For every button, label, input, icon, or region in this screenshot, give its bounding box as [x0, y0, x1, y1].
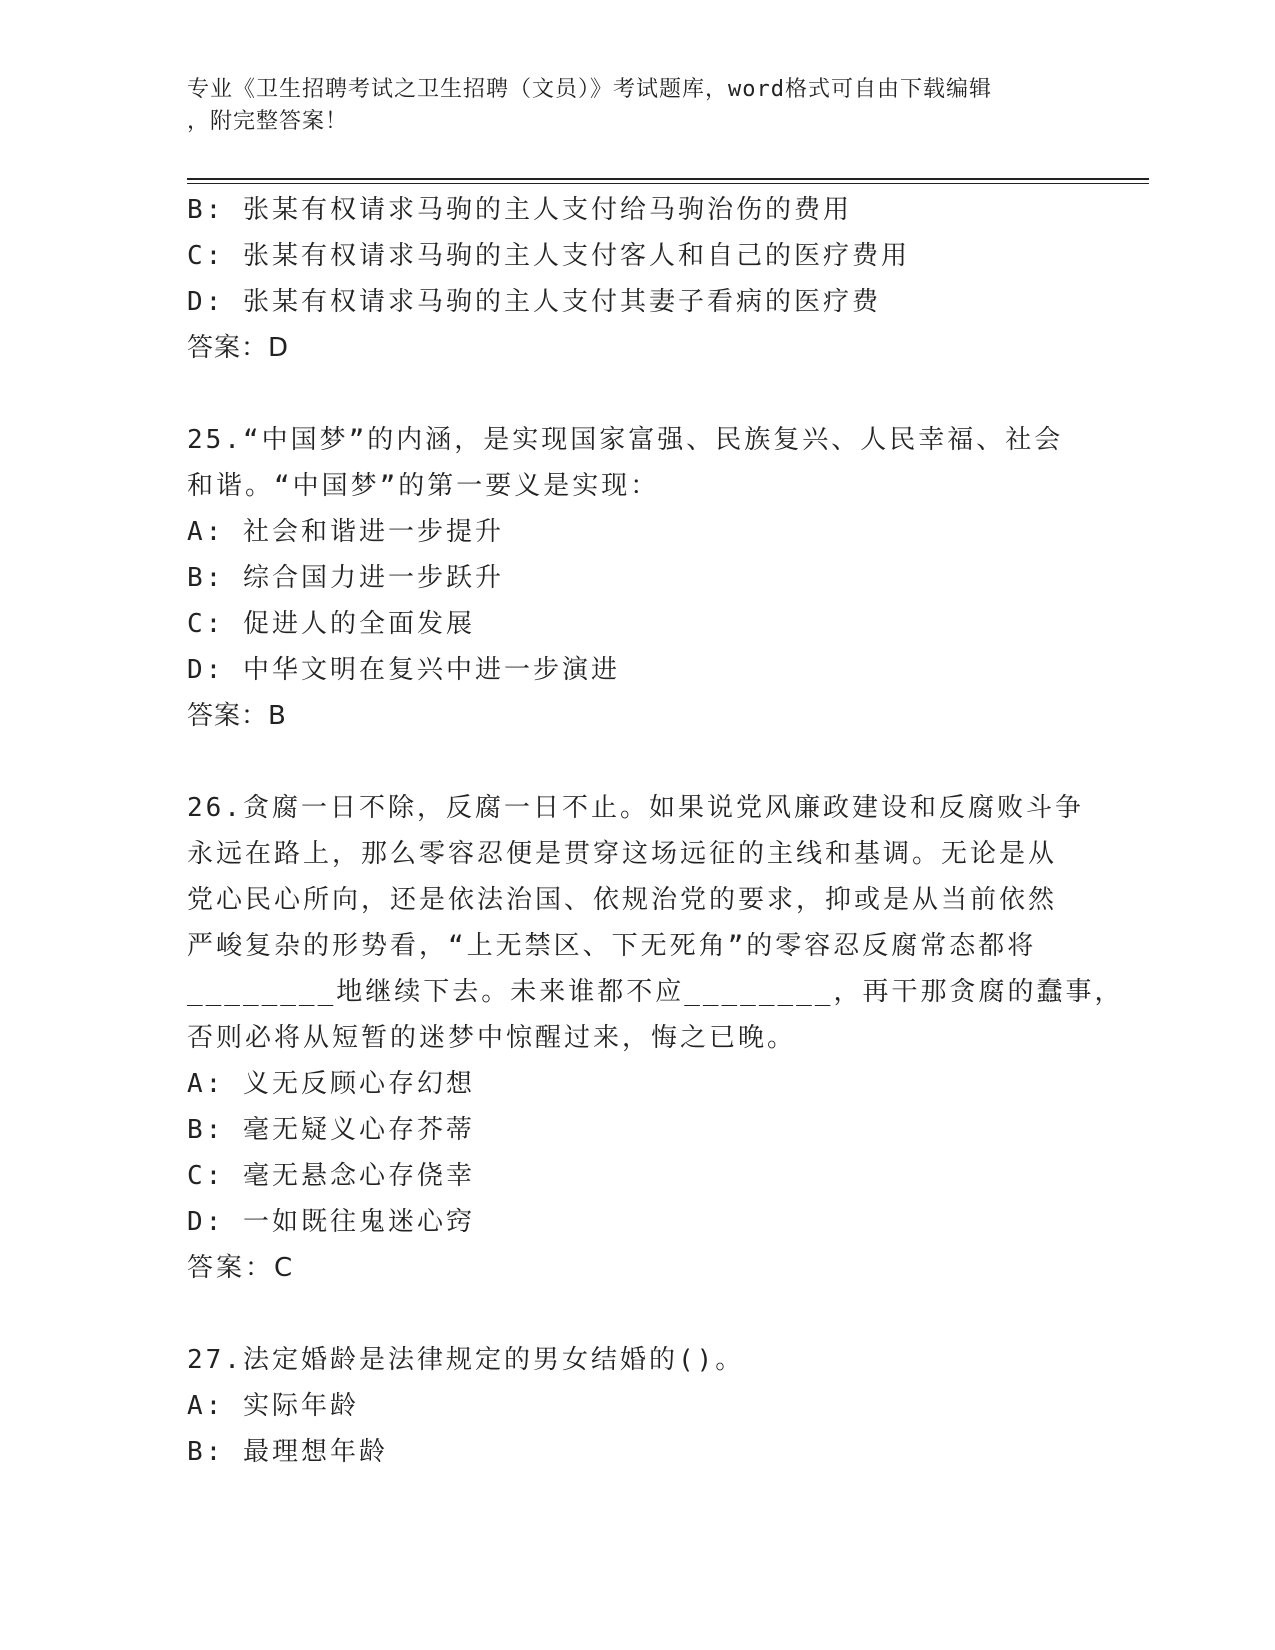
question-stem-line: ________地继续下去。未来谁都不应________，再干那贪腐的蠢事，: [187, 977, 1124, 1007]
header-line-2: ，附完整答案！: [187, 109, 349, 134]
option-d: D: 中华文明在复兴中进一步演进: [187, 655, 620, 685]
answer-line: 答案：B: [187, 701, 287, 731]
document-header: [187, 74, 1057, 138]
option-a: A: 社会和谐进一步提升: [187, 517, 504, 547]
question-stem-line: 否则必将从短暂的迷梦中惊醒过来，悔之已晚。: [187, 1023, 797, 1053]
header-line-1: 专业《卫生招聘考试之卫生招聘（文员）》考试题库，word格式可自由下载编辑: [187, 77, 992, 102]
spacer: [187, 371, 1087, 417]
spacer: [187, 739, 1087, 785]
question-stem-line: 严峻复杂的形势看，“上无禁区、下无死角”的零容忍反腐常态都将: [187, 931, 1037, 961]
question-stem-line: 27.法定婚龄是法律规定的男女结婚的()。: [187, 1345, 745, 1375]
option-b: B: 毫无疑义心存芥蒂: [187, 1115, 475, 1145]
option-a: A: 实际年龄: [187, 1391, 359, 1421]
option-b: B: 最理想年龄: [187, 1437, 388, 1467]
option-b: B: 张某有权请求马驹的主人支付给马驹治伤的费用: [187, 195, 852, 225]
header-divider-thin: [187, 183, 1149, 184]
question-stem-line: 永远在路上，那么零容忍便是贯穿这场远征的主线和基调。无论是从: [187, 839, 1058, 869]
question-content: [187, 187, 1124, 1475]
header-divider-thick: [187, 178, 1149, 180]
option-d: D: 一如既往鬼迷心窍: [187, 1207, 475, 1237]
question-26: [187, 785, 1124, 1291]
question-25: [187, 417, 1087, 739]
option-d: D: 张某有权请求马驹的主人支付其妻子看病的医疗费: [187, 287, 881, 317]
answer-line: 答案：D: [187, 333, 290, 363]
option-c: C: 毫无悬念心存侥幸: [187, 1161, 475, 1191]
spacer: [187, 1291, 1087, 1337]
question-stem-line: 和谐。“中国梦”的第一要义是实现：: [187, 471, 660, 501]
option-a: A: 义无反顾心存幻想: [187, 1069, 475, 1099]
answer-line: 答案：C: [187, 1253, 296, 1283]
option-c: C: 促进人的全面发展: [187, 609, 475, 639]
question-stem-line: 26.贪腐一日不除，反腐一日不止。如果说党风廉政建设和反腐败斗争: [187, 793, 1084, 823]
question-stem-line: 25.“中国梦”的内涵，是实现国家富强、民族复兴、人民幸福、社会: [187, 425, 1064, 455]
question-stem-line: 党心民心所向，还是依法治国、依规治党的要求，抑或是从当前依然: [187, 885, 1058, 915]
option-b: B: 综合国力进一步跃升: [187, 563, 504, 593]
question-24-continued: [187, 187, 1087, 371]
question-27: [187, 1337, 1087, 1475]
option-c: C: 张某有权请求马驹的主人支付客人和自己的医疗费用: [187, 241, 910, 271]
